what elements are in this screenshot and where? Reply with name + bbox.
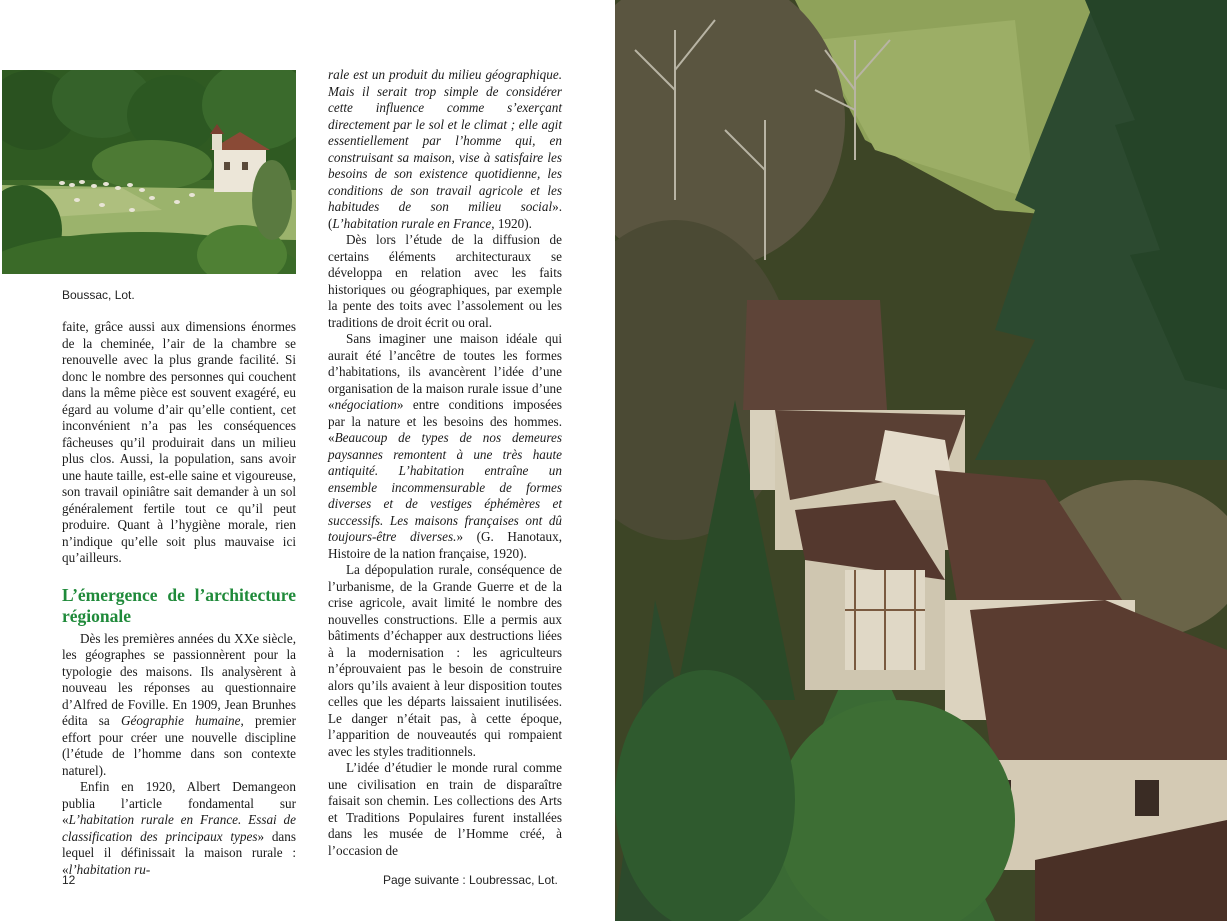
paragraph: L’idée d’étudier le monde rural comme une civilisation en train de disparaître faisait son chemin. Les collections des Arts et Traditions Populaires furent installées dans les musée de l’Homme créé, à l’occasion de [328,760,562,858]
paragraph: La dépopulation rurale, conséquence de l’urbanisme, de la Grande Guerre et de la crise agricole, avait limité le nombre des nouvelles constructions. Elle a permis aux bâtiments d’échapper aux destructions liées à la modernisation : les agriculteurs n’éprouvaient pas le besoin de construire alors qu’ils avaient à leur disposition toutes celles que les départs laissaient inutilisées. Le danger n’était pas, à cette époque, l’apparition de nouveautés qui rompaient avec les styles traditionnels. [328,562,562,759]
text-column-1 [62,319,296,878]
boussac-photo [2,70,296,274]
next-page-caption: Page suivante : Loubressac, Lot. [383,873,558,887]
paragraph: rale est un produit du milieu géographique. Mais il serait trop simple de considérer cette influence comme s’exerçant directement par le sol et le climat ; elle agit essentiellement par l’homme qui, en construisant sa maison, vise à satisfaire les besoins de son existence quotidienne, les conditions de son travail agricole et les habitudes de son milieu social». (L’habitation rurale en France, 1920). [328,67,562,231]
paragraph: Sans imaginer une maison idéale qui aurait été l’ancêtre de toutes les formes d’habitations, ils avancèrent l’idée d’une organisation de la maison rurale issue d’une «négociation» entre conditions imposées par la nature et les besoins des hommes. «Beaucoup de types de nos demeures paysannes remontent à une très haute antiquité. L’habitation entraîne un ensemble incommensurable de formes diverses et de vestiges éphémères et successifs. Les maisons françaises ont dû toujours-être diverses.» (G. Hanotaux, Histoire de la nation française, 1920). [328,331,562,561]
paragraph: Enfin en 1920, Albert Demangeon publia l’article fondamental sur «L’habitation rurale en France. Essai de classification des principaux types» dans lequel il définissait la maison rurale : «l’habitation ru- [62,779,296,877]
paragraph: Dès lors l’étude de la diffusion de certains éléments architecturaux se développa en relation avec les faits historiques ou géographiques, par exemple la pente des toits avec l’assolement ou les traditions de droit écrit ou oral. [328,232,562,330]
page-number: 12 [62,873,76,887]
photo-caption: Boussac, Lot. [62,288,135,302]
village-hillside-image [615,0,1227,921]
text-column-2 [328,67,562,859]
boussac-landscape-image [2,70,296,274]
loubressac-photo [615,0,1227,921]
paragraph: Dès les premières années du XXe siècle, les géographes se passionnèrent pour la typologie des maisons. Ils analysèrent à nouveau les réponses au questionnaire d’Alfred de Foville. En 1909, Jean Brunhes édita sa Géographie humaine, premier effort pour créer une nouvelle discipline (l’étude de l’homme dans son contexte naturel). [62,630,296,778]
section-heading: L’émergence de l’architecture régionale [62,584,296,626]
paragraph: faite, grâce aussi aux dimensions énormes de la cheminée, l’air de la chambre se renouvelle avec la plus grande facilité. Si donc le nombre des personnes qui couchent dans la même pièce est souvent exagéré, eu égard au volume d’air qu’elle contient, cet inconvénient n’a pas les conséquences fâcheuses qu’il produirait dans un milieu plus clos. Aussi, la population, sans avoir une haute taille, est-elle saine et vigoureuse, son travail opiniâtre sait demander à un sol généralement fertile tout ce qu’il peut produire. Quant à l’hygiène morale, rien n’indique qu’elle soit plus mauvaise ici qu’ailleurs. [62,319,296,565]
